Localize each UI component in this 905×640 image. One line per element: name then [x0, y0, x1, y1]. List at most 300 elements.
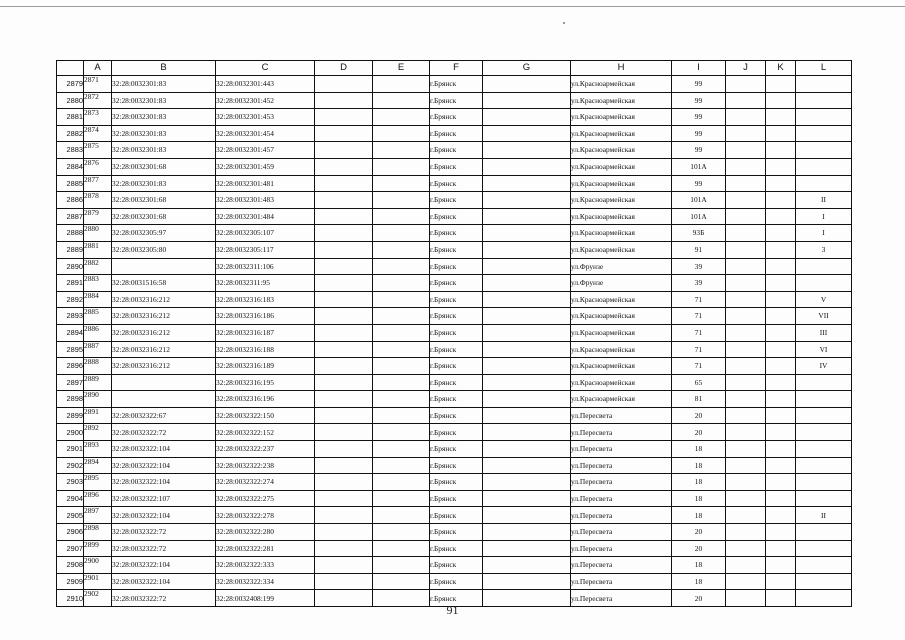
cell-a[interactable]: 2874 — [84, 125, 112, 142]
cell-j[interactable] — [726, 507, 766, 524]
cell-e[interactable] — [373, 92, 430, 109]
cell-d[interactable] — [315, 540, 373, 557]
cell-l[interactable] — [796, 391, 852, 408]
cell-h[interactable]: ул.Красноармейская — [571, 76, 672, 93]
cell-a[interactable]: 2888 — [84, 358, 112, 375]
cell-e[interactable] — [373, 142, 430, 159]
cell-k[interactable] — [766, 125, 796, 142]
row-number-cell[interactable]: 2894 — [57, 324, 84, 341]
row-number-cell[interactable]: 2892 — [57, 291, 84, 308]
cell-g[interactable] — [483, 441, 571, 458]
cell-j[interactable] — [726, 441, 766, 458]
cell-g[interactable] — [483, 540, 571, 557]
cell-g[interactable] — [483, 192, 571, 209]
cell-a[interactable]: 2873 — [84, 109, 112, 126]
cell-b[interactable]: 32:28:0032322:72 — [112, 524, 216, 541]
row-number-cell[interactable]: 2880 — [57, 92, 84, 109]
cell-e[interactable] — [373, 241, 430, 258]
cell-g[interactable] — [483, 308, 571, 325]
cell-e[interactable] — [373, 490, 430, 507]
cell-d[interactable] — [315, 424, 373, 441]
cell-i[interactable]: 18 — [672, 490, 726, 507]
cell-i[interactable]: 18 — [672, 573, 726, 590]
cell-b[interactable]: 32:28:0032322:104 — [112, 507, 216, 524]
cell-k[interactable] — [766, 225, 796, 242]
cell-g[interactable] — [483, 374, 571, 391]
cell-j[interactable] — [726, 158, 766, 175]
cell-l[interactable]: II — [796, 507, 852, 524]
cell-j[interactable] — [726, 308, 766, 325]
column-header-b[interactable]: B — [112, 61, 216, 76]
cell-k[interactable] — [766, 109, 796, 126]
cell-j[interactable] — [726, 324, 766, 341]
column-header-d[interactable]: D — [315, 61, 373, 76]
cell-a[interactable]: 2899 — [84, 540, 112, 557]
cell-c[interactable]: 32:28:0032316:187 — [216, 324, 315, 341]
cell-h[interactable]: ул.Пересвета — [571, 441, 672, 458]
cell-a[interactable]: 2878 — [84, 192, 112, 209]
cell-f[interactable]: г.Брянск — [430, 524, 483, 541]
cell-b[interactable]: 32:28:0032301:83 — [112, 92, 216, 109]
cell-i[interactable]: 71 — [672, 341, 726, 358]
cell-e[interactable] — [373, 540, 430, 557]
cell-k[interactable] — [766, 557, 796, 574]
cell-b[interactable]: 32:28:0032316:212 — [112, 308, 216, 325]
cell-j[interactable] — [726, 490, 766, 507]
cell-f[interactable]: г.Брянск — [430, 324, 483, 341]
cell-h[interactable]: ул.Пересвета — [571, 524, 672, 541]
row-number-cell[interactable]: 2897 — [57, 374, 84, 391]
cell-c[interactable]: 32:28:0032301:452 — [216, 92, 315, 109]
cell-f[interactable]: г.Брянск — [430, 125, 483, 142]
cell-j[interactable] — [726, 573, 766, 590]
cell-e[interactable] — [373, 258, 430, 275]
cell-h[interactable]: ул.Пересвета — [571, 557, 672, 574]
cell-h[interactable]: ул.Красноармейская — [571, 158, 672, 175]
cell-d[interactable] — [315, 275, 373, 292]
cell-k[interactable] — [766, 474, 796, 491]
cell-d[interactable] — [315, 142, 373, 159]
cell-k[interactable] — [766, 241, 796, 258]
cell-h[interactable]: ул.Пересвета — [571, 457, 672, 474]
cell-g[interactable] — [483, 391, 571, 408]
cell-g[interactable] — [483, 208, 571, 225]
cell-e[interactable] — [373, 391, 430, 408]
cell-e[interactable] — [373, 341, 430, 358]
cell-b[interactable]: 32:28:0032316:212 — [112, 324, 216, 341]
cell-l[interactable]: VII — [796, 308, 852, 325]
cell-k[interactable] — [766, 507, 796, 524]
row-number-cell[interactable]: 2901 — [57, 441, 84, 458]
cell-d[interactable] — [315, 324, 373, 341]
cell-d[interactable] — [315, 258, 373, 275]
cell-j[interactable] — [726, 291, 766, 308]
cell-j[interactable] — [726, 424, 766, 441]
cell-g[interactable] — [483, 109, 571, 126]
cell-i[interactable]: 71 — [672, 324, 726, 341]
cell-i[interactable]: 65 — [672, 374, 726, 391]
cell-b[interactable]: 32:28:0031516:58 — [112, 275, 216, 292]
column-header-e[interactable]: E — [373, 61, 430, 76]
cell-f[interactable]: г.Брянск — [430, 258, 483, 275]
cell-a[interactable]: 2898 — [84, 524, 112, 541]
cell-h[interactable]: ул.Пересвета — [571, 540, 672, 557]
cell-a[interactable]: 2891 — [84, 407, 112, 424]
cell-a[interactable]: 2875 — [84, 142, 112, 159]
cell-i[interactable]: 71 — [672, 291, 726, 308]
cell-b[interactable]: 32:28:0032316:212 — [112, 358, 216, 375]
row-number-cell[interactable]: 2904 — [57, 490, 84, 507]
row-number-cell[interactable]: 2896 — [57, 358, 84, 375]
cell-b[interactable] — [112, 374, 216, 391]
cell-j[interactable] — [726, 241, 766, 258]
cell-c[interactable]: 32:28:0032316:188 — [216, 341, 315, 358]
cell-a[interactable]: 2877 — [84, 175, 112, 192]
cell-l[interactable]: II — [796, 192, 852, 209]
cell-l[interactable] — [796, 109, 852, 126]
cell-a[interactable]: 2895 — [84, 474, 112, 491]
cell-l[interactable] — [796, 540, 852, 557]
cell-g[interactable] — [483, 291, 571, 308]
cell-c[interactable]: 32:28:0032305:117 — [216, 241, 315, 258]
cell-f[interactable]: г.Брянск — [430, 158, 483, 175]
column-header-l[interactable]: L — [796, 61, 852, 76]
cell-e[interactable] — [373, 291, 430, 308]
cell-c[interactable]: 32:28:0032301:484 — [216, 208, 315, 225]
cell-l[interactable] — [796, 424, 852, 441]
cell-a[interactable]: 2881 — [84, 241, 112, 258]
cell-j[interactable] — [726, 391, 766, 408]
cell-h[interactable]: ул.Пересвета — [571, 590, 672, 607]
cell-k[interactable] — [766, 573, 796, 590]
cell-c[interactable]: 32:28:0032305:107 — [216, 225, 315, 242]
cell-g[interactable] — [483, 407, 571, 424]
column-header-i[interactable]: I — [672, 61, 726, 76]
cell-e[interactable] — [373, 324, 430, 341]
cell-c[interactable]: 32:28:0032301:443 — [216, 76, 315, 93]
cell-g[interactable] — [483, 524, 571, 541]
cell-j[interactable] — [726, 275, 766, 292]
cell-l[interactable] — [796, 474, 852, 491]
cell-i[interactable]: 101А — [672, 192, 726, 209]
cell-b[interactable]: 32:28:0032322:67 — [112, 407, 216, 424]
cell-g[interactable] — [483, 241, 571, 258]
cell-f[interactable]: г.Брянск — [430, 341, 483, 358]
cell-j[interactable] — [726, 524, 766, 541]
row-number-cell[interactable]: 2910 — [57, 590, 84, 607]
cell-d[interactable] — [315, 76, 373, 93]
cell-i[interactable]: 20 — [672, 524, 726, 541]
cell-l[interactable]: I — [796, 225, 852, 242]
cell-a[interactable]: 2885 — [84, 308, 112, 325]
cell-i[interactable]: 39 — [672, 258, 726, 275]
cell-h[interactable]: ул.Красноармейская — [571, 142, 672, 159]
cell-f[interactable]: г.Брянск — [430, 540, 483, 557]
cell-f[interactable]: г.Брянск — [430, 358, 483, 375]
row-number-cell[interactable]: 2891 — [57, 275, 84, 292]
cell-g[interactable] — [483, 275, 571, 292]
row-number-cell[interactable]: 2899 — [57, 407, 84, 424]
cell-f[interactable]: г.Брянск — [430, 573, 483, 590]
cell-c[interactable]: 32:28:0032322:152 — [216, 424, 315, 441]
row-number-cell[interactable]: 2907 — [57, 540, 84, 557]
cell-k[interactable] — [766, 424, 796, 441]
cell-h[interactable]: ул.Красноармейская — [571, 208, 672, 225]
cell-j[interactable] — [726, 109, 766, 126]
cell-j[interactable] — [726, 358, 766, 375]
cell-l[interactable]: III — [796, 324, 852, 341]
cell-d[interactable] — [315, 391, 373, 408]
cell-c[interactable]: 32:28:0032316:195 — [216, 374, 315, 391]
cell-j[interactable] — [726, 374, 766, 391]
cell-e[interactable] — [373, 175, 430, 192]
cell-b[interactable]: 32:28:0032301:68 — [112, 208, 216, 225]
cell-c[interactable]: 32:28:0032322:275 — [216, 490, 315, 507]
cell-d[interactable] — [315, 175, 373, 192]
row-number-cell[interactable]: 2902 — [57, 457, 84, 474]
cell-k[interactable] — [766, 291, 796, 308]
cell-d[interactable] — [315, 524, 373, 541]
cell-b[interactable]: 32:28:0032322:72 — [112, 540, 216, 557]
row-number-cell[interactable]: 2898 — [57, 391, 84, 408]
cell-f[interactable]: г.Брянск — [430, 291, 483, 308]
cell-j[interactable] — [726, 192, 766, 209]
cell-k[interactable] — [766, 341, 796, 358]
row-number-cell[interactable]: 2883 — [57, 142, 84, 159]
cell-k[interactable] — [766, 490, 796, 507]
row-number-cell[interactable]: 2906 — [57, 524, 84, 541]
cell-i[interactable]: 20 — [672, 407, 726, 424]
cell-c[interactable]: 32:28:0032316:196 — [216, 391, 315, 408]
cell-g[interactable] — [483, 225, 571, 242]
row-number-cell[interactable]: 2888 — [57, 225, 84, 242]
cell-d[interactable] — [315, 457, 373, 474]
row-number-cell[interactable]: 2884 — [57, 158, 84, 175]
cell-k[interactable] — [766, 92, 796, 109]
cell-i[interactable]: 99 — [672, 175, 726, 192]
cell-f[interactable]: г.Брянск — [430, 457, 483, 474]
cell-g[interactable] — [483, 557, 571, 574]
cell-d[interactable] — [315, 374, 373, 391]
cell-g[interactable] — [483, 125, 571, 142]
cell-h[interactable]: ул.Красноармейская — [571, 125, 672, 142]
cell-b[interactable]: 32:28:0032301:83 — [112, 109, 216, 126]
cell-h[interactable]: ул.Красноармейская — [571, 341, 672, 358]
cell-d[interactable] — [315, 358, 373, 375]
cell-f[interactable]: г.Брянск — [430, 507, 483, 524]
cell-a[interactable]: 2884 — [84, 291, 112, 308]
cell-g[interactable] — [483, 457, 571, 474]
cell-c[interactable]: 32:28:0032311:106 — [216, 258, 315, 275]
cell-j[interactable] — [726, 258, 766, 275]
cell-h[interactable]: ул.Красноармейская — [571, 175, 672, 192]
cell-l[interactable] — [796, 76, 852, 93]
cell-k[interactable] — [766, 208, 796, 225]
row-number-cell[interactable]: 2886 — [57, 192, 84, 209]
cell-a[interactable]: 2896 — [84, 490, 112, 507]
cell-k[interactable] — [766, 175, 796, 192]
cell-d[interactable] — [315, 92, 373, 109]
cell-l[interactable]: I — [796, 208, 852, 225]
cell-g[interactable] — [483, 358, 571, 375]
corner-cell[interactable] — [57, 61, 84, 76]
cell-l[interactable]: IV — [796, 358, 852, 375]
cell-a[interactable]: 2894 — [84, 457, 112, 474]
cell-c[interactable]: 32:28:0032322:238 — [216, 457, 315, 474]
cell-k[interactable] — [766, 374, 796, 391]
cell-f[interactable]: г.Брянск — [430, 76, 483, 93]
cell-g[interactable] — [483, 507, 571, 524]
cell-f[interactable]: г.Брянск — [430, 192, 483, 209]
cell-c[interactable]: 32:28:0032301:459 — [216, 158, 315, 175]
cell-a[interactable]: 2879 — [84, 208, 112, 225]
cell-e[interactable] — [373, 158, 430, 175]
cell-d[interactable] — [315, 490, 373, 507]
cell-i[interactable]: 71 — [672, 358, 726, 375]
column-header-k[interactable]: K — [766, 61, 796, 76]
cell-e[interactable] — [373, 76, 430, 93]
cell-f[interactable]: г.Брянск — [430, 441, 483, 458]
cell-d[interactable] — [315, 192, 373, 209]
cell-j[interactable] — [726, 557, 766, 574]
cell-l[interactable]: V — [796, 291, 852, 308]
cell-g[interactable] — [483, 474, 571, 491]
cell-f[interactable]: г.Брянск — [430, 225, 483, 242]
row-number-cell[interactable]: 2900 — [57, 424, 84, 441]
cell-f[interactable]: г.Брянск — [430, 590, 483, 607]
cell-j[interactable] — [726, 142, 766, 159]
cell-b[interactable] — [112, 391, 216, 408]
cell-i[interactable]: 81 — [672, 391, 726, 408]
cell-j[interactable] — [726, 76, 766, 93]
cell-j[interactable] — [726, 407, 766, 424]
column-header-j[interactable]: J — [726, 61, 766, 76]
cell-b[interactable]: 32:28:0032322:107 — [112, 490, 216, 507]
cell-f[interactable]: г.Брянск — [430, 391, 483, 408]
cell-l[interactable] — [796, 573, 852, 590]
cell-i[interactable]: 18 — [672, 507, 726, 524]
cell-e[interactable] — [373, 407, 430, 424]
cell-a[interactable]: 2901 — [84, 573, 112, 590]
cell-j[interactable] — [726, 225, 766, 242]
cell-l[interactable] — [796, 258, 852, 275]
cell-f[interactable]: г.Брянск — [430, 374, 483, 391]
row-number-cell[interactable]: 2905 — [57, 507, 84, 524]
cell-i[interactable]: 99 — [672, 92, 726, 109]
column-header-g[interactable]: G — [483, 61, 571, 76]
cell-b[interactable]: 32:28:0032322:72 — [112, 590, 216, 607]
row-number-cell[interactable]: 2895 — [57, 341, 84, 358]
cell-c[interactable]: 32:28:0032316:183 — [216, 291, 315, 308]
cell-b[interactable] — [112, 258, 216, 275]
cell-i[interactable]: 101А — [672, 208, 726, 225]
cell-l[interactable] — [796, 158, 852, 175]
cell-f[interactable]: г.Брянск — [430, 308, 483, 325]
cell-e[interactable] — [373, 308, 430, 325]
cell-b[interactable]: 32:28:0032301:68 — [112, 192, 216, 209]
cell-h[interactable]: ул.Фрунзе — [571, 258, 672, 275]
cell-l[interactable] — [796, 275, 852, 292]
cell-b[interactable]: 32:28:0032316:212 — [112, 291, 216, 308]
cell-d[interactable] — [315, 109, 373, 126]
cell-g[interactable] — [483, 324, 571, 341]
cell-a[interactable]: 2882 — [84, 258, 112, 275]
cell-k[interactable] — [766, 142, 796, 159]
cell-l[interactable] — [796, 125, 852, 142]
row-number-cell[interactable]: 2903 — [57, 474, 84, 491]
cell-k[interactable] — [766, 258, 796, 275]
cell-k[interactable] — [766, 275, 796, 292]
cell-j[interactable] — [726, 175, 766, 192]
cell-b[interactable]: 32:28:0032301:83 — [112, 142, 216, 159]
cell-e[interactable] — [373, 424, 430, 441]
cell-d[interactable] — [315, 241, 373, 258]
cell-c[interactable]: 32:28:0032322:281 — [216, 540, 315, 557]
cell-h[interactable]: ул.Красноармейская — [571, 374, 672, 391]
cell-l[interactable] — [796, 407, 852, 424]
cell-c[interactable]: 32:28:0032301:453 — [216, 109, 315, 126]
cell-i[interactable]: 18 — [672, 474, 726, 491]
cell-e[interactable] — [373, 109, 430, 126]
row-number-cell[interactable]: 2882 — [57, 125, 84, 142]
cell-c[interactable]: 32:28:0032322:333 — [216, 557, 315, 574]
column-header-h[interactable]: H — [571, 61, 672, 76]
cell-g[interactable] — [483, 341, 571, 358]
cell-g[interactable] — [483, 76, 571, 93]
cell-b[interactable]: 32:28:0032322:104 — [112, 474, 216, 491]
cell-k[interactable] — [766, 308, 796, 325]
cell-e[interactable] — [373, 457, 430, 474]
cell-a[interactable]: 2872 — [84, 92, 112, 109]
cell-l[interactable]: VI — [796, 341, 852, 358]
cell-f[interactable]: г.Брянск — [430, 275, 483, 292]
cell-f[interactable]: г.Брянск — [430, 175, 483, 192]
cell-g[interactable] — [483, 258, 571, 275]
cell-j[interactable] — [726, 540, 766, 557]
cell-c[interactable]: 32:28:0032311:95 — [216, 275, 315, 292]
cell-c[interactable]: 32:28:0032322:150 — [216, 407, 315, 424]
cell-k[interactable] — [766, 441, 796, 458]
cell-j[interactable] — [726, 208, 766, 225]
cell-l[interactable] — [796, 175, 852, 192]
cell-k[interactable] — [766, 540, 796, 557]
cell-e[interactable] — [373, 192, 430, 209]
cell-k[interactable] — [766, 457, 796, 474]
cell-f[interactable]: г.Брянск — [430, 92, 483, 109]
cell-h[interactable]: ул.Пересвета — [571, 507, 672, 524]
cell-c[interactable]: 32:28:0032301:481 — [216, 175, 315, 192]
cell-k[interactable] — [766, 192, 796, 209]
cell-j[interactable] — [726, 474, 766, 491]
cell-d[interactable] — [315, 573, 373, 590]
cell-d[interactable] — [315, 407, 373, 424]
cell-i[interactable]: 99 — [672, 142, 726, 159]
cell-c[interactable]: 32:28:0032301:457 — [216, 142, 315, 159]
cell-e[interactable] — [373, 374, 430, 391]
cell-e[interactable] — [373, 474, 430, 491]
cell-e[interactable] — [373, 573, 430, 590]
cell-e[interactable] — [373, 507, 430, 524]
cell-i[interactable]: 20 — [672, 590, 726, 607]
cell-e[interactable] — [373, 524, 430, 541]
cell-h[interactable]: ул.Красноармейская — [571, 109, 672, 126]
cell-b[interactable]: 32:28:0032301:83 — [112, 76, 216, 93]
cell-i[interactable]: 93Б — [672, 225, 726, 242]
cell-j[interactable] — [726, 341, 766, 358]
cell-c[interactable]: 32:28:0032408:199 — [216, 590, 315, 607]
cell-d[interactable] — [315, 441, 373, 458]
cell-i[interactable]: 99 — [672, 109, 726, 126]
